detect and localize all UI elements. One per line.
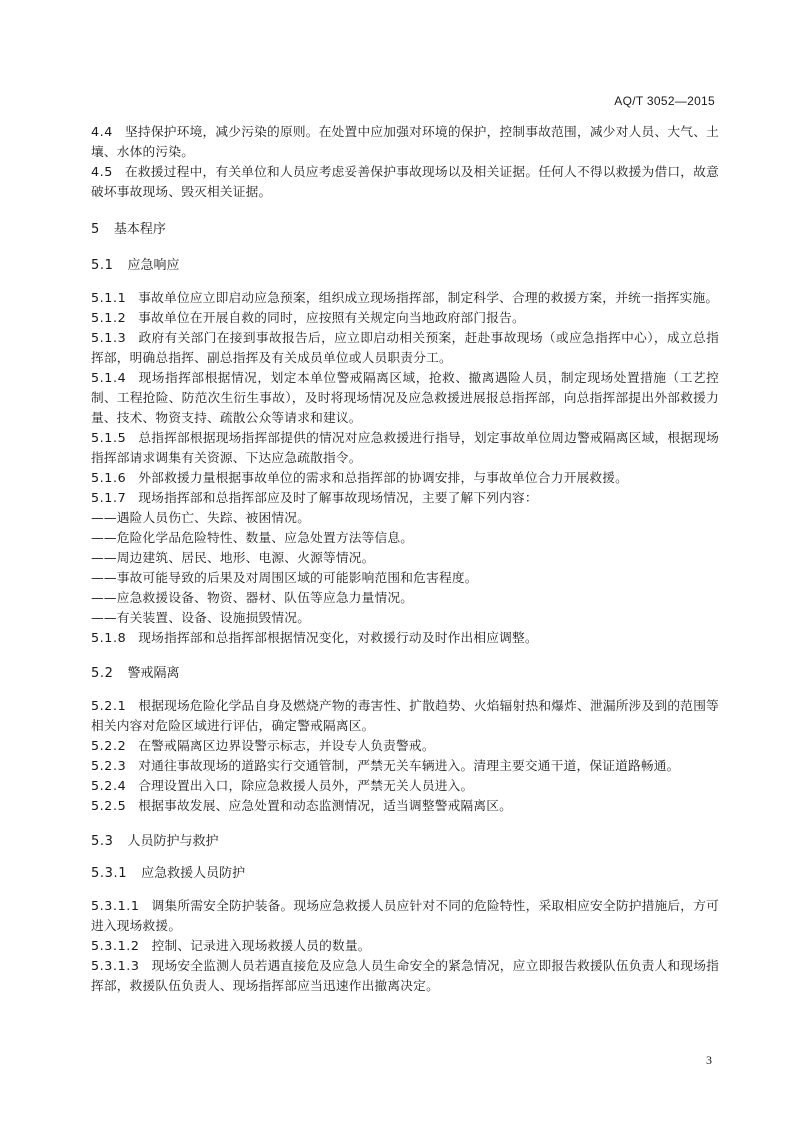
- dash-list-item: ——事故可能导致的后果及对周围区域的可能影响范围和危害程度。: [91, 570, 478, 585]
- clause-5-2-1: [91, 696, 719, 736]
- dash-list-item: ——应急救援设备、物资、器材、队伍等应急力量情况。: [91, 590, 414, 605]
- clause-5-1-8: [91, 628, 719, 648]
- clause-4-4: [91, 122, 719, 162]
- heading-title: 人员防护与救护: [127, 834, 219, 849]
- clause-number: 5.2.3: [91, 758, 127, 773]
- clause-number: 4.4: [91, 124, 113, 139]
- clause-text: 根据事故发展、应急处置和动态监测情况，适当调整警戒隔离区。: [138, 798, 513, 813]
- clause-4-5: [91, 162, 719, 202]
- clause-text: 政府有关部门在接到事故报告后，应立即启动相关预案，赶赴事故现场（或应急指挥中心），成立总指挥部，明确总指挥、副总指挥及有关成员单位或人员职责分工。: [91, 330, 719, 365]
- clause-number: 5.1.2: [91, 310, 127, 325]
- clause-5-1-3: [91, 328, 719, 368]
- clause-number: 5.3.1.3: [91, 958, 140, 973]
- clause-text: 坚持保护环境，减少污染的原则。在处置中应加强对环境的保护，控制事故范围，减少对人员、大气、土壤、水体的污染。: [91, 124, 719, 159]
- clause-number: 5.2.2: [91, 738, 127, 753]
- clause-5-2-4: [91, 776, 719, 796]
- clause-text: 根据现场危险化学品自身及燃烧产物的毒害性、扩散趋势、火焰辐射热和爆炸、泄漏所涉及到的范围等相关内容对危险区域进行评估，确定警戒隔离区。: [91, 698, 719, 733]
- clause-number: 5.1.3: [91, 330, 127, 345]
- clause-text: 现场指挥部和总指挥部根据情况变化，对救援行动及时作出相应调整。: [138, 630, 538, 645]
- clause-text: 事故单位应立即启动应急预案，组织成立现场指挥部，制定科学、合理的救援方案，并统一指挥实施。: [138, 290, 719, 305]
- heading-number: 5.3.1: [91, 866, 128, 881]
- clause-number: 5.2.4: [91, 778, 127, 793]
- clause-text: 在警戒隔离区边界设警示标志，并设专人负责警戒。: [138, 738, 435, 753]
- dash-list-item: ——遇险人员伤亡、失踪、被困情况。: [91, 510, 311, 525]
- clause-text: 现场指挥部根据情况，划定本单位警戒隔离区域，抢救、撤离遇险人员，制定现场处置措施（工艺控制、工程抢险、防范次生衍生事故），及时将现场情况及应急救援进展报总指挥部，向总指挥部提出外部救援力量、技术、物资支持、疏散公众等请求和建议。: [91, 370, 719, 425]
- clause-5-3-1-3: [91, 956, 719, 996]
- clause-5-3-1-2: [91, 936, 719, 956]
- section-5-1-heading: [91, 256, 719, 276]
- clause-5-2-2: [91, 736, 719, 756]
- clause-number: 5.3.1.1: [91, 898, 140, 913]
- clause-number: 4.5: [91, 164, 113, 179]
- dash-list-item: ——有关装置、设备、设施损毁情况。: [91, 610, 311, 625]
- dash-list-item: ——周边建筑、居民、地形、电源、火源等情况。: [91, 550, 375, 565]
- clause-5-1-2: [91, 308, 719, 328]
- clause-5-2-3: [91, 756, 719, 776]
- heading-title: 警戒隔离: [127, 666, 180, 681]
- clause-text: 控制、记录进入现场救援人员的数量。: [151, 938, 371, 953]
- clause-number: 5.1.6: [91, 470, 127, 485]
- clause-number: 5.1.7: [91, 490, 127, 505]
- clause-text: 在救援过程中，有关单位和人员应考虑妥善保护事故现场以及相关证据。任何人不得以救援为借口，故意破坏事故现场、毁灭相关证据。: [91, 164, 719, 199]
- heading-title: 应急响应: [127, 258, 180, 273]
- page-number: 3: [706, 1053, 712, 1067]
- clause-text: 现场安全监测人员若遇直接危及应急人员生命安全的紧急情况，应立即报告救援队伍负责人和现场指挥部，救援队伍负责人、现场指挥部应当迅速作出撤离决定。: [91, 958, 719, 993]
- clause-number: 5.1.5: [91, 430, 127, 445]
- clause-number: 5.1.1: [91, 290, 127, 305]
- clause-number: 5.2.5: [91, 798, 127, 813]
- clause-5-1-4: [91, 368, 719, 428]
- clause-5-1-5: [91, 428, 719, 468]
- clause-number: 5.1.8: [91, 630, 127, 645]
- heading-title: 应急救援人员防护: [141, 866, 246, 881]
- clause-5-1-6: [91, 468, 719, 488]
- heading-number: 5.2: [91, 666, 114, 681]
- dash-list-item: ——危险化学品危险特性、数量、应急处置方法等信息。: [91, 530, 414, 545]
- document-body: [91, 122, 719, 996]
- clause-number: 5.2.1: [91, 698, 127, 713]
- clause-5-2-5: [91, 796, 719, 816]
- clause-5-3-1-1: [91, 896, 719, 936]
- clause-text: 总指挥部根据现场指挥部提供的情况对应急救援进行指导，划定事故单位周边警戒隔离区域，根据现场指挥部请求调集有关资源、下达应急疏散指令。: [91, 430, 719, 465]
- clause-5-1-1: [91, 288, 719, 308]
- section-5-3-heading: [91, 832, 719, 852]
- clause-5-1-7: [91, 488, 719, 508]
- heading-number: 5: [91, 222, 100, 237]
- clause-number: 5.1.4: [91, 370, 127, 385]
- clause-text: 现场指挥部和总指挥部应及时了解事故现场情况，主要了解下列内容：: [138, 490, 538, 505]
- heading-number: 5.3: [91, 834, 114, 849]
- clause-text: 合理设置出入口，除应急救援人员外，严禁无关人员进入。: [138, 778, 474, 793]
- section-5-2-heading: [91, 664, 719, 684]
- section-5-heading: [91, 220, 719, 240]
- clause-text: 对通往事故现场的道路实行交通管制，严禁无关车辆进入。清理主要交通干道，保证道路畅通。: [138, 758, 680, 773]
- heading-number: 5.1: [91, 258, 114, 273]
- clause-text: 调集所需安全防护装备。现场应急救援人员应针对不同的危险特性，采取相应安全防护措施后，方可进入现场救援。: [91, 898, 719, 933]
- clause-text: 事故单位在开展自救的同时，应按照有关规定向当地政府部门报告。: [138, 310, 525, 325]
- section-5-3-1-heading: [91, 864, 719, 884]
- heading-title: 基本程序: [113, 222, 166, 237]
- document-code: AQ/T 3052—2015: [614, 94, 715, 108]
- clause-number: 5.3.1.2: [91, 938, 140, 953]
- clause-text: 外部救援力量根据事故单位的需求和总指挥部的协调安排，与事故单位合力开展救援。: [138, 470, 629, 485]
